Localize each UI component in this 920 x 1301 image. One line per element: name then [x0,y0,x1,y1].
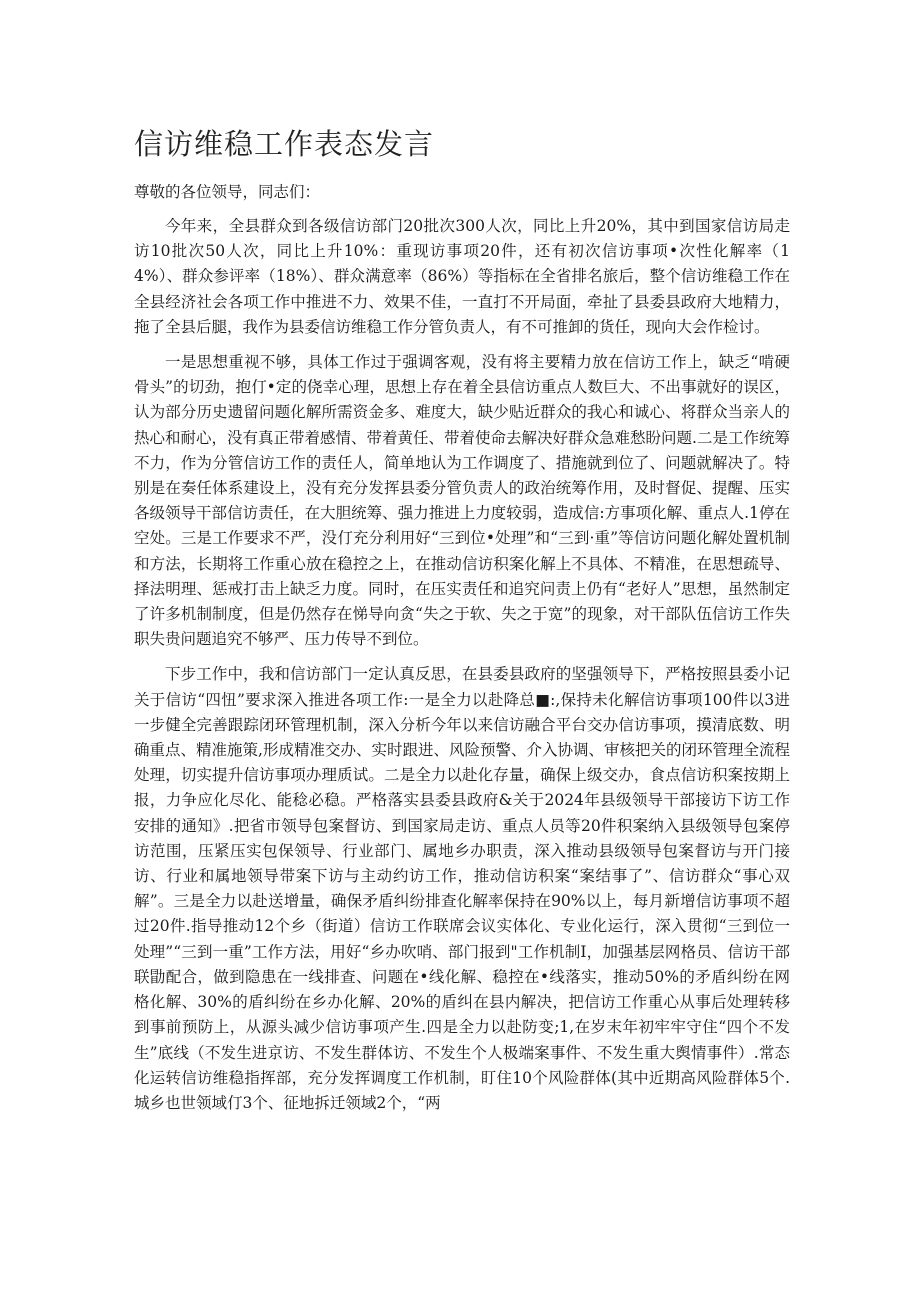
paragraph-next-steps: 下步工作中，我和信访部门一定认真反思，在县委县政府的坚强领导下，严格按照县委小记关于信访“四忸”要求深入推进各项工作:一是全力以赴降总■:,保持未化解信访事项100件以3进一步健全完善跟踪闭环管理机制，深入分析今年以来信访融合平台交办信访事项，摸清底数、明确重点、精准施策,形成精准交办、实时跟进、风险预警、介入协调、审核把关的闭环管理全流程处理，切实提升信访事项办理质试。二是全力以赴化存量，确保上级交办，食点信访积案按期上报，力争应化尽化、能稔必稳。严格落实县委县政府&关于2024年县级领导干部接访下访工作安排的通知》.把省市领导包案督访、到国家局走访、重点人员等20件积案纳入县级领导包案停访范围，压紧压实包保领导、行业部门、属地乡办职责，深入推动县级领导包案督访与开门接访、行业和属地领导带案下访与主动约访工作，推动信访积案“案结事了”、信访群众“事心双解”。三是全力以赴送增量，确保矛盾纠纷排查化解率保持在90%以上，每月新增信访事项不超过20件.指导推动12个乡（街道）信访工作联席会议实体化、专业化运行，深入贯彻“三到位一处理”“三到一重”工作方法，用好“乡办吹哨、部门报到"工作机制I，加强基层网格员、信访干部联勖配合，做到隐患在一线排查、问题在•线化解、稳控在•线落实，推动50%的矛盾纠纷在网格化解、30%的盾纠纷在乡办化解、20%的盾纠在县内解决，把信访工作重心从事后处理转移到事前预防上，从源头减少信访事项产生.四是全力以赴防变;1,在岁末年初牢牢守住“四个不发生”底线（不发生进京访、不发生群体访、不发生个人极端案事件、不发生重大舆情事件）.常态化运转信访维稳指挥部，充分发挥调度工作机制，盯住10个风险群体(其中近期高风险群体5个.城乡也世领域仃3个、征地拆迁领域2个，“两 [134,665,790,1112]
paragraph-problem-analysis: 一是思想重视不够，具体工作过于强调客观，没有将主要精力放在信访工作上，缺乏“啃硬骨头”的切劲，抱仃•定的侥幸心理，思想上存在着全县信访重点人数巨大、不出事就好的误区，认为部分历史遗留问题化解所需资金多、难度大，缺少贴近群众的我心和诚心、将群众当亲人的热心和耐心，没有真正带着感情、带着黄任、带着使命去解决好群众急难愁盼问题.二是工作统筹不力，作为分管信访工作的责任人，简单地认为工作调度了、措施就到位了、问题就解决了。特别是在奏任体系建设上，没有充分发挥县委分管负责人的政治统筹作用，及时督促、提醒、压实各级领导干部信访责任，在大胆统筹、强力推进上力度较弱，造成信:方事项化解、重点人.1停在空处。三是工作要求不严，没仃充分利用好“三到位•处理”和“三到·重”等信访问题化解处置机制和方法，长期将工作重心放在稳控之上，在推动信访积案化解上不具体、不精准，在思想疏导、择法明理、惩戒打击上缺乏力度。同时，在压实责任和追究问责上仍有“老好人”思想，虽然制定了许多机制制度，但是仍然存在悌导向贪“失之于软、失之于宽”的现象，对干部队伍信访工作失职失贵问题追究不够严、压力传导不到位。 [134,353,790,649]
paragraph-opening-summary: 今年来，全县群众到各级信访部门20批次300人次，同比上升20%，其中到国家信访局走访10批次50人次，同比上升10%：重现访事项20件，还有初次信访事项•次性化解率（14%）、群众参评率（18%）、群众满意率（86%）等指标在全省排名旅后，整个信访维稳工作在全县经济社会各项工作中推进不力、效果不佳，一直打不开局面，牵扯了县委县政府大地精力，拖了全县后腿，我作为县委信访维稳工作分管负责人，有不可推卸的货任，现向大会作检讨。 [134,217,790,336]
document-title: 信访维稳工作表态发言 [134,127,435,161]
document-body [134,214,790,1126]
salutation: 尊敬的各位领导，同志们： [134,183,321,201]
